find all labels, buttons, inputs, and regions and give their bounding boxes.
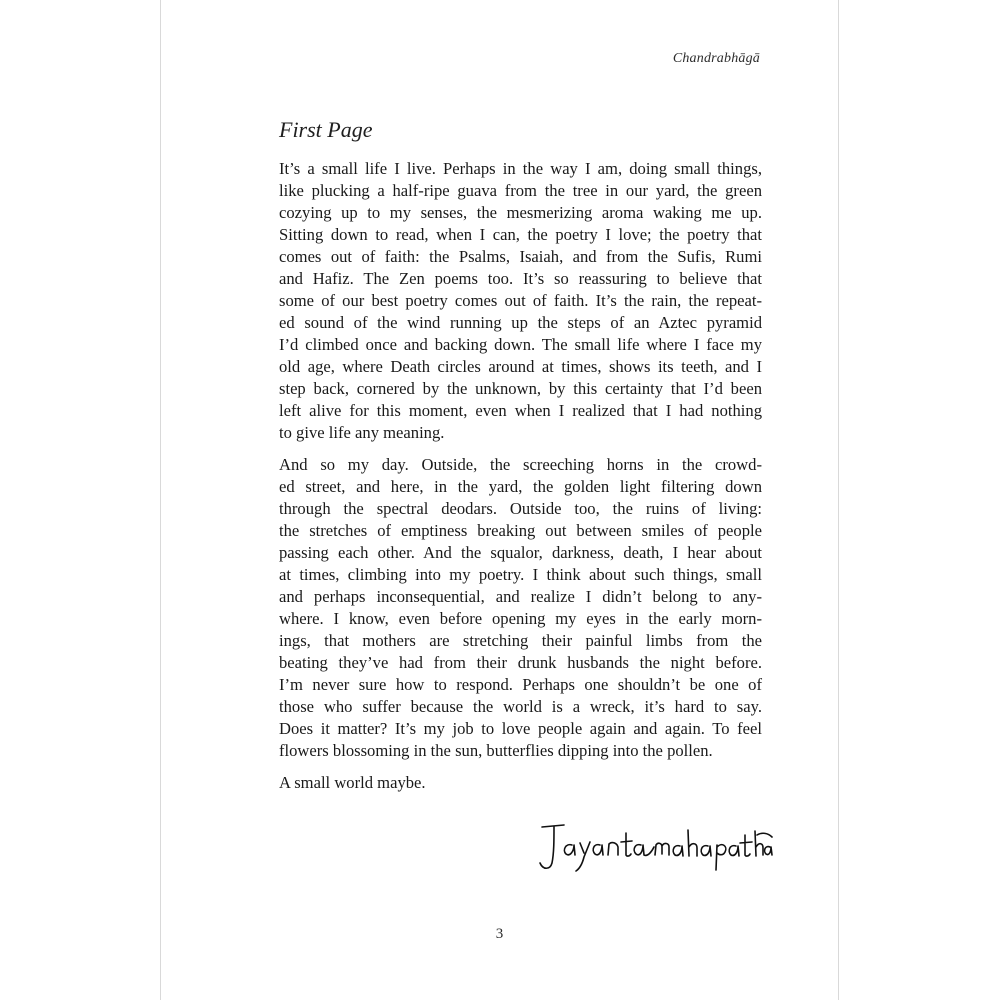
text-line: ed street, and here, in the yard, the golden light filtering down (279, 477, 762, 496)
running-head: Chandrabhāgā (672, 51, 760, 66)
text-line: ings, that mothers are stretching their painful limbs from the (279, 631, 762, 650)
text-line: ed sound of the wind running up the steps of an Aztec pyramid (279, 313, 762, 332)
text-line: at times, climbing into my poetry. I think about such things, small (279, 565, 762, 584)
text-line: and Hafiz. The Zen poems too. It’s so reassuring to believe that (279, 269, 762, 288)
text-line: like plucking a half-ripe guava from the tree in our yard, the green (279, 181, 762, 200)
text-line: cozying up to my senses, the mesmerizing aroma waking me up. (279, 203, 762, 222)
text-line: where. I know, even before opening my eyes in the early morn- (279, 609, 762, 628)
text-line: I’m never sure how to respond. Perhaps one shouldn’t be one of (279, 675, 762, 694)
page-title: First Page (279, 117, 373, 142)
page-number: 3 (495, 926, 504, 942)
text-line: comes out of faith: the Psalms, Isaiah, and from the Sufis, Rumi (279, 247, 762, 266)
book-page (160, 0, 839, 1000)
text-line: the stretches of emptiness breaking out between smiles of people (279, 521, 762, 540)
paragraph (279, 454, 762, 762)
text-line: some of our best poetry comes out of faith. It’s the rain, the repeat- (279, 291, 762, 310)
text-line: old age, where Death circles around at times, shows its teeth, and I (279, 357, 762, 376)
paragraph (279, 772, 762, 794)
body-text (279, 158, 762, 804)
text-line: and perhaps inconsequential, and realize I didn’t belong to any- (279, 587, 762, 606)
text-line: And so my day. Outside, the screeching horns in the crowd- (279, 455, 762, 474)
text-line: those who suffer because the world is a wreck, it’s hard to say. (279, 697, 762, 716)
text-line: to give life any meaning. (279, 423, 445, 442)
text-line: Does it matter? It’s my job to love people again and again. To feel (279, 719, 762, 738)
text-line: I’d climbed once and backing down. The small life where I face my (279, 335, 762, 354)
author-signature (534, 815, 774, 875)
text-line: Sitting down to read, when I can, the poetry I love; the poetry that (279, 225, 762, 244)
text-line: left alive for this moment, even when I realized that I had nothing (279, 401, 762, 420)
text-line: through the spectral deodars. Outside too, the ruins of living: (279, 499, 762, 518)
text-line: step back, cornered by the unknown, by this certainty that I’d been (279, 379, 762, 398)
text-line: flowers blossoming in the sun, butterflies dipping into the pollen. (279, 741, 713, 760)
text-line: It’s a small life I live. Perhaps in the way I am, doing small things, (279, 159, 762, 178)
paragraph (279, 158, 762, 444)
text-line: A small world maybe. (279, 773, 426, 792)
text-line: passing each other. And the squalor, darkness, death, I hear about (279, 543, 762, 562)
text-line: beating they’ve had from their drunk husbands the night before. (279, 653, 762, 672)
